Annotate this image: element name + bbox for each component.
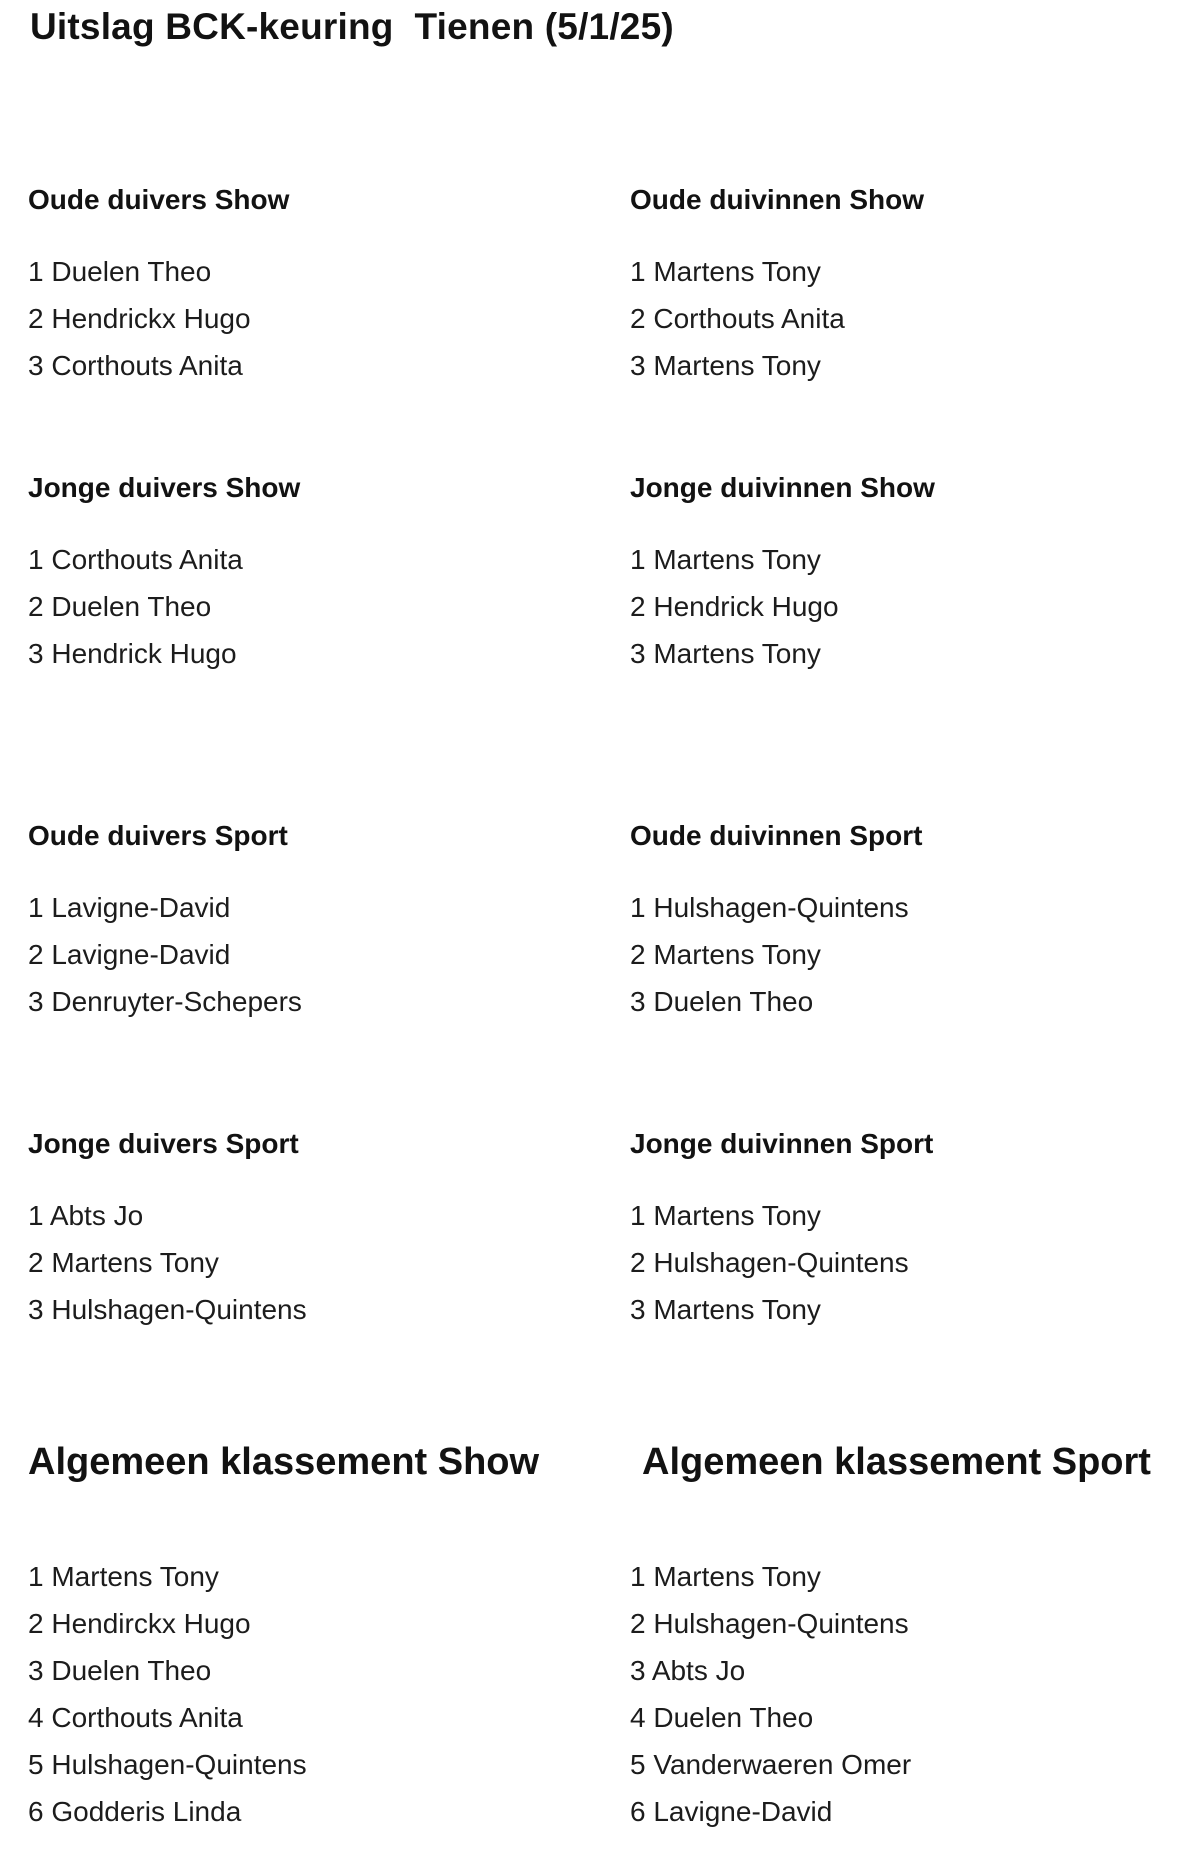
- competitor-name: Abts Jo: [49, 1200, 144, 1231]
- result-row: [630, 630, 1190, 677]
- section-heading: Oude duivinnen Show: [630, 184, 924, 215]
- competitor-name: Duelen Theo: [653, 986, 814, 1017]
- section-heading: Jonge duivers Show: [28, 472, 301, 503]
- rank: 1: [630, 1200, 646, 1231]
- rank: 5: [630, 1749, 646, 1780]
- result-row: [28, 1192, 588, 1239]
- rank: 1: [630, 1561, 646, 1592]
- result-list: [28, 884, 588, 1025]
- rank: 1: [28, 1561, 44, 1592]
- competitor-name: Hendrick Hugo: [51, 638, 237, 669]
- competitor-name: Duelen Theo: [51, 256, 212, 287]
- rank: 2: [630, 591, 646, 622]
- competitor-name: Hulshagen-Quintens: [653, 1247, 909, 1278]
- rank: 1: [28, 1200, 44, 1231]
- rank: 4: [630, 1702, 646, 1733]
- competitor-name: Martens Tony: [653, 1200, 821, 1231]
- rank: 1: [630, 256, 646, 287]
- result-list: [630, 536, 1190, 677]
- competitor-name: Vanderwaeren Omer: [653, 1749, 912, 1780]
- section-jonge-duivers-sport: [28, 1126, 588, 1333]
- rank: 1: [630, 544, 646, 575]
- section-heading: Jonge duivers Sport: [28, 1128, 299, 1159]
- result-row: [28, 978, 588, 1025]
- result-list: [28, 1192, 588, 1333]
- result-row: [28, 931, 588, 978]
- result-row: [28, 1647, 588, 1694]
- rank: 3: [630, 638, 646, 669]
- result-row: [630, 978, 1190, 1025]
- result-row: [28, 1600, 588, 1647]
- result-row: [28, 248, 588, 295]
- result-row: [630, 583, 1190, 630]
- rank: 3: [630, 1655, 646, 1686]
- rank: 6: [630, 1796, 646, 1827]
- competitor-name: Duelen Theo: [653, 1702, 814, 1733]
- result-row: [28, 884, 588, 931]
- section-oude-duivers-sport: [28, 818, 588, 1025]
- competitor-name: Martens Tony: [653, 939, 821, 970]
- section-heading: Oude duivers Show: [28, 184, 290, 215]
- result-row: [630, 884, 1190, 931]
- rank: 2: [28, 939, 44, 970]
- section-heading: Oude duivers Sport: [28, 820, 288, 851]
- competitor-name: Martens Tony: [653, 1294, 821, 1325]
- competitor-name: Corthouts Anita: [51, 544, 243, 575]
- competitor-name: Martens Tony: [51, 1561, 219, 1592]
- competitor-name: Hendrick Hugo: [653, 591, 839, 622]
- result-row: [630, 1553, 1190, 1600]
- rank: 2: [630, 303, 646, 334]
- rank: 3: [28, 1655, 44, 1686]
- competitor-name: Martens Tony: [653, 350, 821, 381]
- competitor-name: Martens Tony: [51, 1247, 219, 1278]
- competitor-name: Hulshagen-Quintens: [51, 1749, 307, 1780]
- rank: 2: [28, 1247, 44, 1278]
- section-jonge-duivinnen-sport: [630, 1126, 1190, 1333]
- competitor-name: Corthouts Anita: [51, 350, 243, 381]
- competitor-name: Hulshagen-Quintens: [51, 1294, 307, 1325]
- result-row: [630, 1788, 1190, 1835]
- competitor-name: Corthouts Anita: [653, 303, 845, 334]
- rank: 6: [28, 1796, 44, 1827]
- rank: 3: [630, 350, 646, 381]
- result-row: [630, 1286, 1190, 1333]
- result-row: [630, 1694, 1190, 1741]
- section-oude-duivers-show: [28, 182, 588, 389]
- result-row: [630, 931, 1190, 978]
- rank: 3: [28, 350, 44, 381]
- result-row: [28, 1694, 588, 1741]
- result-row: [28, 1553, 588, 1600]
- competitor-name: Martens Tony: [653, 638, 821, 669]
- competitor-name: Denruyter-Schepers: [51, 986, 302, 1017]
- competitor-name: Corthouts Anita: [51, 1702, 243, 1733]
- section-algemeen-klassement-sport: [630, 1438, 1190, 1835]
- page-title: Uitslag BCK-keuring Tienen (5/1/25): [30, 6, 674, 47]
- section-jonge-duivinnen-show: [630, 470, 1190, 677]
- competitor-name: Hulshagen-Quintens: [653, 1608, 909, 1639]
- competitor-name: Hendrickx Hugo: [51, 303, 251, 334]
- rank: 3: [28, 1294, 44, 1325]
- result-row: [630, 1600, 1190, 1647]
- rank: 2: [28, 591, 44, 622]
- result-row: [28, 1286, 588, 1333]
- result-list: [28, 1553, 588, 1835]
- rank: 5: [28, 1749, 44, 1780]
- competitor-name: Abts Jo: [651, 1655, 746, 1686]
- result-row: [630, 1647, 1190, 1694]
- rank: 2: [28, 303, 44, 334]
- rank: 3: [28, 638, 44, 669]
- competitor-name: Duelen Theo: [51, 591, 212, 622]
- competitor-name: Lavigne-David: [51, 939, 231, 970]
- result-list: [630, 1553, 1190, 1835]
- result-list: [630, 1192, 1190, 1333]
- result-list: [630, 248, 1190, 389]
- section-algemeen-klassement-show: [28, 1438, 588, 1835]
- result-row: [28, 1741, 588, 1788]
- result-row: [630, 1741, 1190, 1788]
- section-heading: Algemeen klassement Sport: [642, 1441, 1151, 1483]
- rank: 1: [630, 892, 646, 923]
- competitor-name: Martens Tony: [653, 1561, 821, 1592]
- result-row: [28, 583, 588, 630]
- rank: 2: [28, 1608, 44, 1639]
- competitor-name: Hendirckx Hugo: [51, 1608, 251, 1639]
- section-heading: Algemeen klassement Show: [28, 1441, 540, 1483]
- result-row: [630, 1239, 1190, 1286]
- section-heading: Oude duivinnen Sport: [630, 820, 923, 851]
- result-row: [630, 342, 1190, 389]
- result-row: [28, 1788, 588, 1835]
- competitor-name: Godderis Linda: [51, 1796, 242, 1827]
- rank: 3: [28, 986, 44, 1017]
- competitor-name: Duelen Theo: [51, 1655, 212, 1686]
- rank: 1: [28, 892, 44, 923]
- result-row: [28, 295, 588, 342]
- section-jonge-duivers-show: [28, 470, 588, 677]
- result-list: [630, 884, 1190, 1025]
- competitor-name: Lavigne-David: [653, 1796, 833, 1827]
- competitor-name: Hulshagen-Quintens: [653, 892, 909, 923]
- result-row: [630, 536, 1190, 583]
- competitor-name: Martens Tony: [653, 544, 821, 575]
- competitor-name: Lavigne-David: [51, 892, 231, 923]
- rank: 2: [630, 1247, 646, 1278]
- rank: 2: [630, 939, 646, 970]
- result-row: [28, 536, 588, 583]
- result-row: [28, 1239, 588, 1286]
- competitor-name: Martens Tony: [653, 256, 821, 287]
- result-row: [630, 1192, 1190, 1239]
- section-oude-duivinnen-sport: [630, 818, 1190, 1025]
- rank: 2: [630, 1608, 646, 1639]
- section-heading: Jonge duivinnen Sport: [630, 1128, 934, 1159]
- rank: 3: [630, 1294, 646, 1325]
- result-row: [28, 342, 588, 389]
- result-row: [28, 630, 588, 677]
- rank: 3: [630, 986, 646, 1017]
- rank: 1: [28, 544, 44, 575]
- result-list: [28, 536, 588, 677]
- section-oude-duivinnen-show: [630, 182, 1190, 389]
- section-heading: Jonge duivinnen Show: [630, 472, 935, 503]
- result-list: [28, 248, 588, 389]
- rank: 1: [28, 256, 44, 287]
- result-row: [630, 248, 1190, 295]
- rank: 4: [28, 1702, 44, 1733]
- result-row: [630, 295, 1190, 342]
